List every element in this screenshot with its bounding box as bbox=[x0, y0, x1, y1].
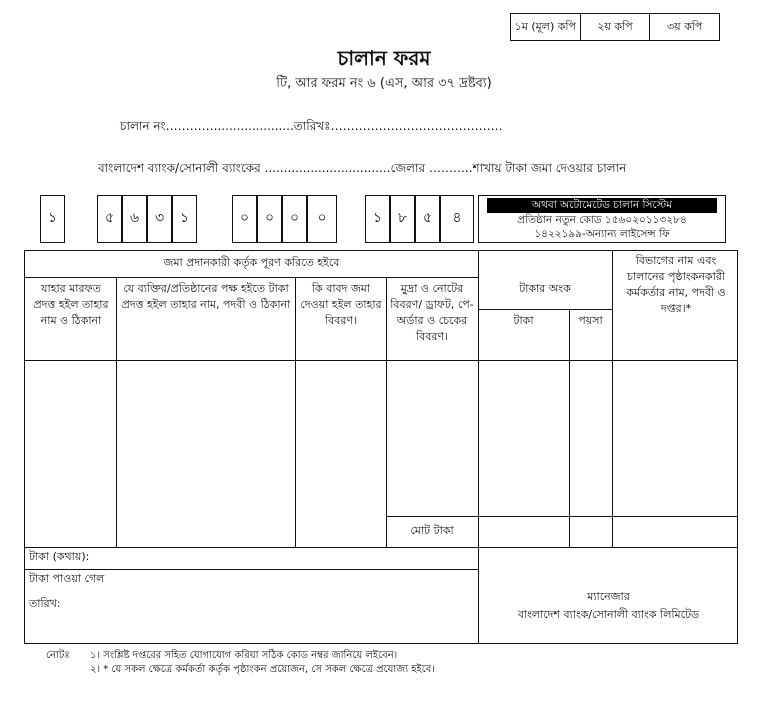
amount-in-words-label: টাকা (কথায়): bbox=[29, 550, 90, 563]
col-header-purpose: কি বাবদ জমা দেওয়া হইল তাহার বিবরণ। bbox=[300, 282, 382, 327]
note-label: নোটঃ bbox=[46, 650, 70, 661]
total-label: মোট টাকা bbox=[410, 524, 454, 537]
code-digit: ১ bbox=[40, 195, 65, 243]
automated-challan-box bbox=[478, 195, 726, 243]
row-divider bbox=[25, 547, 738, 548]
col-header-on-behalf: যে ব্যক্তির/প্রতিষ্ঠানের পক্ষ হইতে টাকা প্রদত্ত হইল তাহার নাম, পদবী ও ঠিকানা bbox=[121, 282, 291, 311]
code-digit: ৮ bbox=[390, 195, 415, 243]
automated-heading: অথবা অটোমেটেড চালান সিস্টেম bbox=[487, 198, 717, 213]
column-divider bbox=[116, 277, 117, 547]
copy-third: ৩য় কপি bbox=[649, 14, 719, 40]
challan-number-date-line[interactable]: চালান নং………….....................তারিখঃ……………………………………. bbox=[120, 119, 503, 133]
amount-received-label: টাকা পাওয়া গেল bbox=[29, 572, 105, 585]
row-divider bbox=[386, 516, 738, 517]
col-header-currency-details: মুদ্রা ও নোটের বিবরণ/ ড্রাফট, পে-অর্ডার ও চেকের বিবরণ। bbox=[390, 282, 474, 343]
copy-second: ২য় কপি bbox=[580, 14, 650, 40]
bank-name-label: বাংলাদেশ ব্যাংক/সোনালী ব্যাংক লিমিটেড bbox=[517, 608, 700, 621]
column-divider bbox=[386, 277, 387, 547]
row-divider bbox=[478, 309, 612, 310]
code-digit: ৪ bbox=[440, 195, 474, 243]
automated-org-code: প্রতিষ্ঠান নতুন কোড ১৫৬০২০১১৩২৮৪ bbox=[517, 214, 687, 226]
amount-header: টাকার অংক bbox=[519, 282, 571, 295]
code-digit: ১ bbox=[172, 195, 197, 243]
paisa-header: পয়সা bbox=[578, 314, 603, 327]
depositor-header: জমা প্রদানকারী কর্তৃক পূরণ করিতে হইবে bbox=[163, 256, 340, 269]
copy-original: ১ম (মূল) কপি bbox=[514, 19, 577, 33]
row-divider bbox=[25, 569, 478, 570]
code-digit: ০ bbox=[257, 195, 282, 243]
code-digit: ০ bbox=[307, 195, 337, 243]
date-label: তারিখ: bbox=[29, 597, 61, 610]
code-digit: ৩ bbox=[147, 195, 172, 243]
copy-selector bbox=[510, 13, 720, 41]
note-1: ১। সংশ্লিষ্ট দপ্তরের সহিত যোগাযোগ করিয়া সঠিক কোড নম্বর জানিয়ে লইবেন। bbox=[90, 650, 398, 661]
challan-table bbox=[24, 250, 738, 644]
code-digit: ৫ bbox=[97, 195, 122, 243]
taka-header: টাকা bbox=[513, 314, 534, 327]
manager-label: ম্যানেজার bbox=[587, 590, 630, 603]
form-subtitle: টি, আর ফরম নং ৬ (এস, আর ৩৭ দ্রষ্টব্য) bbox=[276, 76, 492, 91]
note-2: ২। * যে সকল ক্ষেত্রে কর্মকর্তা কর্তৃক পৃষ্ঠাংকন প্রয়োজন, সে সকল ক্ষেত্রে প্রযোজ্য হইবে। bbox=[90, 664, 435, 675]
bank-branch-line[interactable]: বাংলাদেশ ব্যাংক/সোনালী ব্যাংকের .................................জেলার ………..শাখায় টাকা জমা দেওয়ার চালান bbox=[98, 161, 627, 175]
column-divider bbox=[569, 309, 570, 547]
row-divider bbox=[25, 360, 738, 361]
column-divider bbox=[612, 251, 613, 547]
code-digit: ১ bbox=[365, 195, 390, 243]
automated-fee-code: ১৪২২১৯৯-অন্যান্য লাইসেন্স ফি bbox=[534, 228, 670, 240]
column-divider bbox=[295, 277, 296, 547]
department-header: বিভাগের নাম এবং চালানের পৃষ্ঠাংকনকারী কর্মকর্তার নাম, পদবী ও দপ্তর।* bbox=[626, 254, 726, 315]
code-digit: ০ bbox=[232, 195, 257, 243]
col-header-via: যাহার মারফত প্রদত্ত হইল তাহার নাম ও ঠিকানা bbox=[33, 282, 109, 327]
code-digit: ০ bbox=[282, 195, 307, 243]
code-digit: ৫ bbox=[415, 195, 440, 243]
row-divider bbox=[25, 277, 478, 278]
form-title: চালান ফরম bbox=[337, 46, 431, 70]
code-digit: ৬ bbox=[122, 195, 147, 243]
